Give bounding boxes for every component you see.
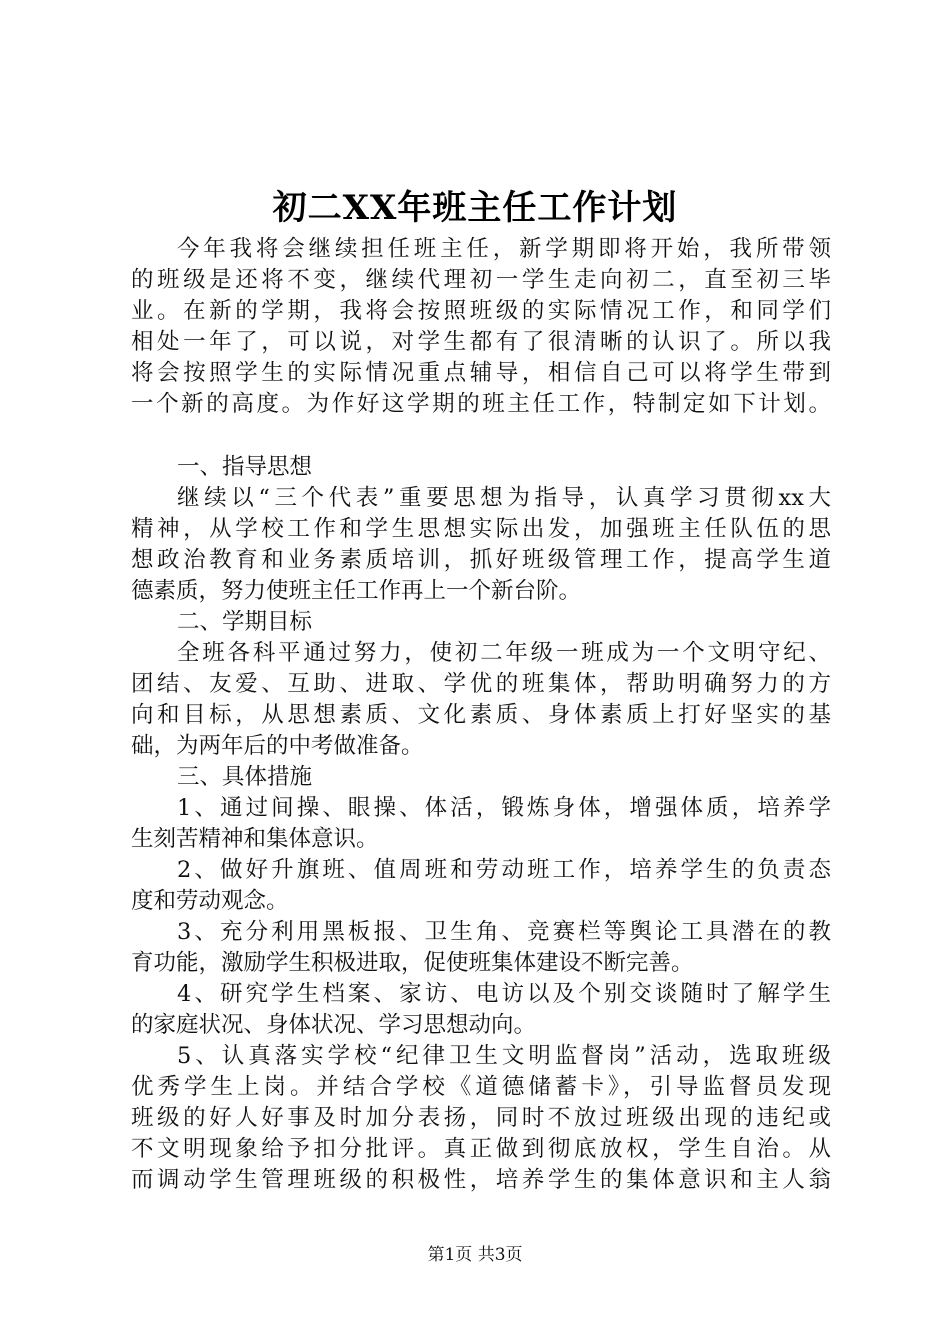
measure-item — [131, 979, 831, 1041]
paragraph-line: 度和劳动观念。 — [131, 888, 289, 914]
section-heading-guiding-ideology: 一、指导思想 — [177, 454, 313, 480]
paragraph-line: 将会按照学生的实际情况重点辅导，相信自己可以将学生带到 — [131, 360, 831, 386]
section-semester-goals-paragraph — [131, 638, 831, 762]
paragraph-line: 精神，从学校工作和学生思想实际出发，加强班主任队伍的思 — [131, 516, 831, 542]
paragraph-line: 一个新的高度。为作好这学期的班主任工作，特制定如下计划。 — [131, 391, 831, 417]
paragraph-line: 全班各科平通过努力，使初二年级一班成为一个文明守纪、 — [177, 640, 831, 666]
page-number-footer: 第1页 共3页 — [427, 1245, 523, 1265]
intro-paragraph — [131, 234, 831, 420]
measure-item — [131, 1041, 831, 1196]
document-body — [131, 234, 831, 1196]
measure-item — [131, 855, 831, 917]
section-guiding-ideology-paragraph — [131, 483, 831, 607]
section-heading-semester-goals: 二、学期目标 — [177, 609, 313, 635]
paragraph-line: 的家庭状况、身体状况、学习思想动向。 — [131, 1012, 537, 1038]
document-title: 初二XX年班主任工作计划 — [272, 188, 678, 228]
paragraph-line: 班级的好人好事及时加分表扬，同时不放过班级出现的违纪或 — [131, 1105, 831, 1131]
paragraph-line: 不文明现象给予扣分批评。真正做到彻底放权，学生自治。从 — [131, 1136, 831, 1162]
paragraph-line: 相处一年了，可以说，对学生都有了很清晰的认识了。所以我 — [131, 329, 831, 355]
paragraph-line: 业。在新的学期，我将会按照班级的实际情况工作，和同学们 — [131, 298, 831, 324]
paragraph-line: 5、认真落实学校“纪律卫生文明监督岗”活动，选取班级 — [177, 1043, 831, 1069]
paragraph-line: 育功能，激励学生积极进取，促使班集体建设不断完善。 — [131, 950, 694, 976]
paragraph-line: 德素质，努力使班主任工作再上一个新台阶。 — [131, 578, 582, 604]
paragraph-line: 今年我将会继续担任班主任，新学期即将开始，我所带领 — [177, 236, 831, 262]
paragraph-line: 1、通过间操、眼操、体活，锻炼身体，增强体质，培养学 — [177, 795, 831, 821]
measure-item — [131, 793, 831, 855]
paragraph-gap — [131, 420, 831, 452]
paragraph-line: 生刻苦精神和集体意识。 — [131, 826, 379, 852]
paragraph-line: 2、做好升旗班、值周班和劳动班工作，培养学生的负责态 — [177, 857, 831, 883]
measure-item — [131, 917, 831, 979]
paragraph-line: 4、研究学生档案、家访、电访以及个别交谈随时了解学生 — [177, 981, 831, 1007]
paragraph-line: 继续以“三个代表”重要思想为指导，认真学习贯彻xx大 — [177, 485, 831, 511]
paragraph-line: 优秀学生上岗。并结合学校《道德储蓄卡》，引导监督员发现 — [131, 1074, 831, 1100]
paragraph-line: 想政治教育和业务素质培训，抓好班级管理工作，提高学生道 — [131, 547, 831, 573]
paragraph-line: 3、充分利用黑板报、卫生角、竞赛栏等舆论工具潜在的教 — [177, 919, 831, 945]
paragraph-line: 础，为两年后的中考做准备。 — [131, 733, 424, 759]
paragraph-line: 的班级是还将不变，继续代理初一学生走向初二，直至初三毕 — [131, 267, 831, 293]
section-heading-specific-measures: 三、具体措施 — [177, 764, 313, 790]
paragraph-line: 向和目标，从思想素质、文化素质、身体素质上打好坚实的基 — [131, 702, 831, 728]
paragraph-line: 团结、友爱、互助、进取、学优的班集体，帮助明确努力的方 — [131, 671, 831, 697]
paragraph-line: 而调动学生管理班级的积极性，培养学生的集体意识和主人翁 — [131, 1167, 831, 1193]
